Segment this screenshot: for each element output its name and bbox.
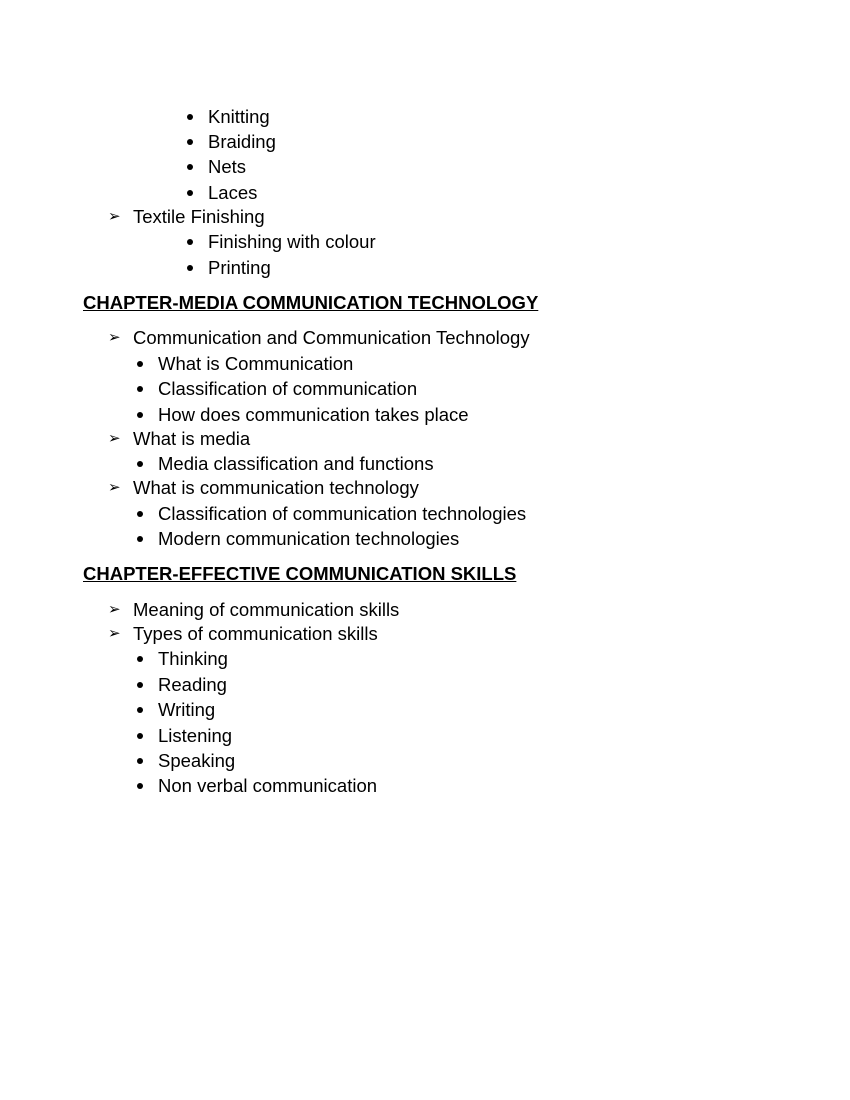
bullet-icon (137, 511, 143, 517)
item-text: Nets (208, 156, 247, 177)
bullet-icon (137, 412, 143, 418)
arrow-bullet-icon: ➢ (108, 430, 121, 447)
item-text: Knitting (208, 106, 270, 127)
bullet-list-item (208, 231, 376, 253)
bullet-icon (137, 386, 143, 392)
item-text: Media classification and functions (158, 453, 434, 474)
item-text: What is media (133, 428, 251, 449)
bullet-list-item (158, 648, 228, 670)
item-text: Classification of communication (158, 378, 418, 399)
item-text: Types of communication skills (133, 623, 378, 644)
bullet-list-item (158, 404, 469, 426)
arrow-bullet-icon: ➢ (108, 601, 121, 618)
heading-text: CHAPTER-MEDIA COMMUNICATION TECHNOLOGY (83, 292, 539, 313)
bullet-icon (137, 656, 143, 662)
heading-text: CHAPTER-EFFECTIVE COMMUNICATION SKILLS (83, 563, 517, 584)
item-text: Meaning of communication skills (133, 599, 400, 620)
bullet-icon (137, 461, 143, 467)
item-text: Modern communication technologies (158, 528, 460, 549)
bullet-list-item (208, 131, 276, 153)
arrow-list-item (108, 477, 419, 499)
item-text: What is Communication (158, 353, 354, 374)
arrow-bullet-icon: ➢ (108, 479, 121, 496)
bullet-icon (187, 239, 193, 245)
bullet-list-item (158, 353, 353, 375)
bullet-icon (137, 361, 143, 367)
bullet-icon (137, 758, 143, 764)
bullet-icon (187, 265, 193, 271)
bullet-list-item (158, 750, 235, 772)
arrow-list-item (108, 428, 251, 450)
arrow-bullet-icon: ➢ (108, 625, 121, 642)
bullet-icon (187, 164, 193, 170)
bullet-list-item (208, 182, 257, 204)
item-text: Reading (158, 674, 227, 695)
item-text: Braiding (208, 131, 276, 152)
bullet-list-item (158, 453, 434, 475)
bullet-icon (187, 139, 193, 145)
item-text: Thinking (158, 648, 228, 669)
item-text: Speaking (158, 750, 236, 771)
arrow-bullet-icon: ➢ (108, 208, 121, 225)
item-text: Listening (158, 725, 233, 746)
bullet-icon (137, 682, 143, 688)
item-text: What is communication technology (133, 477, 419, 498)
item-text: Textile Finishing (133, 206, 265, 227)
bullet-icon (137, 733, 143, 739)
bullet-list-item (208, 257, 271, 279)
arrow-bullet-icon: ➢ (108, 329, 121, 346)
arrow-list-item (108, 623, 378, 645)
item-text: Writing (158, 699, 216, 720)
item-text: Non verbal communication (158, 775, 378, 796)
bullet-list-item (208, 106, 270, 128)
bullet-icon (187, 114, 193, 120)
bullet-list-item (158, 503, 526, 525)
bullet-list-item (158, 528, 459, 550)
item-text: Classification of communication technologies (158, 503, 527, 524)
bullet-list-item (158, 699, 215, 721)
item-text: Laces (208, 182, 258, 203)
bullet-list-item (158, 674, 227, 696)
bullet-icon (137, 783, 143, 789)
chapter-heading (83, 563, 516, 585)
item-text: How does communication takes place (158, 404, 469, 425)
bullet-icon (187, 190, 193, 196)
bullet-icon (137, 707, 143, 713)
arrow-list-item (108, 327, 530, 349)
bullet-list-item (208, 156, 246, 178)
bullet-list-item (158, 725, 232, 747)
item-text: Printing (208, 257, 271, 278)
item-text: Finishing with colour (208, 231, 376, 252)
bullet-list-item (158, 378, 417, 400)
bullet-list-item (158, 775, 377, 797)
chapter-heading (83, 292, 538, 314)
arrow-list-item (108, 599, 400, 621)
bullet-icon (137, 536, 143, 542)
arrow-list-item (108, 206, 265, 228)
item-text: Communication and Communication Technology (133, 327, 530, 348)
